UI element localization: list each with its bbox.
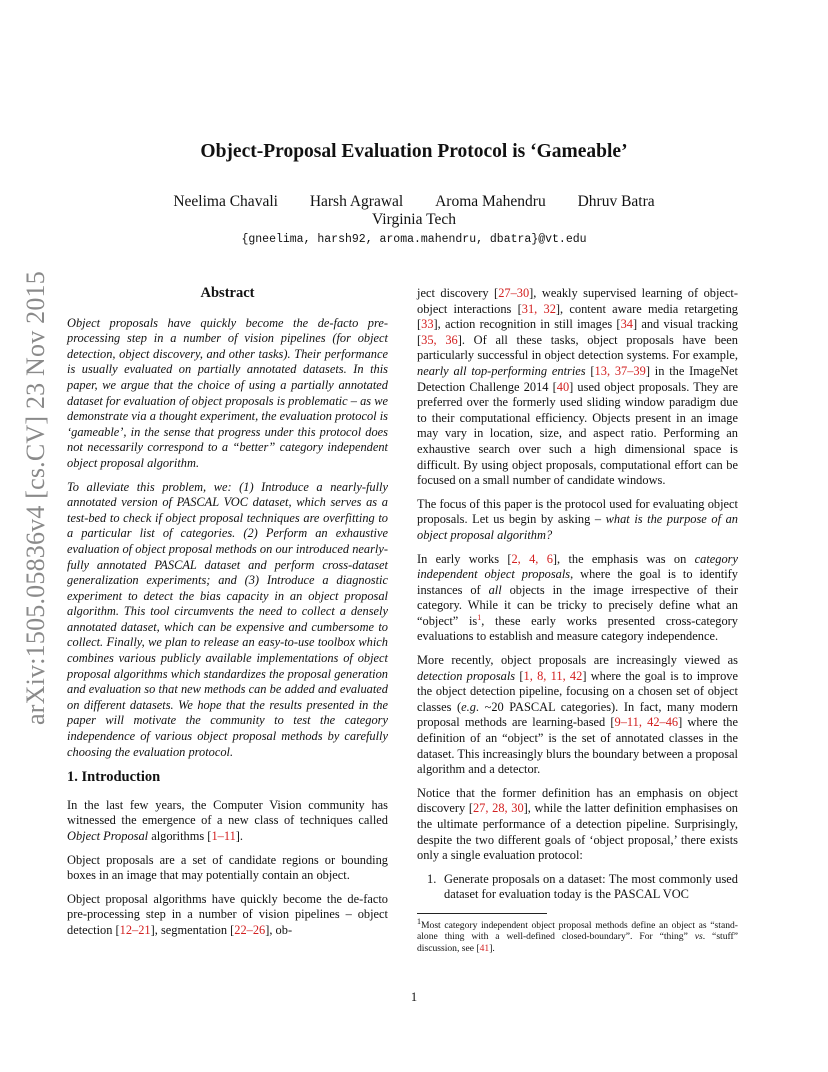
- citation-link[interactable]: 27, 28, 30: [472, 801, 524, 816]
- citation-link[interactable]: 9–11, 42–46: [614, 715, 679, 730]
- body-paragraph: Object proposals are a set of candidate regions or bounding boxes in an image that may potentially contain an object.: [67, 852, 388, 883]
- citation-link[interactable]: 1–11: [211, 829, 236, 843]
- abstract-heading: Abstract: [200, 285, 255, 301]
- body-paragraph: ject discovery [27–30], weakly supervised learning of object-object interactions [31, 32], content aware media retargeting [33], action recognition in still images [34] and visual tracking [35, 36]. Of all these tasks, object proposals have been particularly successful in object detection systems. For example, nearly all top-performing entries [13, 37–39] in the ImageNet Detection Challenge 2014 [40] used object proposals. They are preferred over the formerly used sliding window paradigm due to their computational efficiency. Objects present in an image may vary in location, size, and aspect ratio. Performing an exhaustive search over such a high dimensional space is difficult. By using object proposals, computational effort can be focused on a small number of candidate windows.: [417, 286, 739, 488]
- body-paragraph: The focus of this paper is the protocol used for evaluating object proposals. Let us begin by asking – what is the purpose of an object proposal algorithm?: [417, 496, 738, 542]
- right-column: [417, 286, 738, 954]
- page-number: 1: [410, 990, 418, 1004]
- citation-link[interactable]: 31, 32: [521, 301, 556, 316]
- section-heading-introduction: 1. Introduction: [67, 769, 161, 786]
- citation-link[interactable]: 12–21: [119, 922, 151, 937]
- citation-link[interactable]: 40: [556, 379, 570, 394]
- footnote: $^1$Most category independent object proposal methods define an object as “stand-alone thing with a well-defined closed-boundary”. For “thing” vs. “stuff” discussion, see [41].: [417, 916, 738, 954]
- body-paragraph: In early works [2, 4, 6], the emphasis was on category independent object proposals, where the goal is to identify instances of all objects in the image irrespective of their category. While it can be tricky to precisely define what an “object” is$^1$, these early works presented cross-category evaluations to establish and measure category independence.: [417, 551, 739, 644]
- abstract-paragraph: Object proposals have quickly become the de-facto pre-processing step in a number of vision pipelines (for object detection, object discovery, and other tasks). Their performance is usually evaluated on partially annotated datasets. In this paper, we argue that the choice of using a partially annotated dataset for evaluation of object proposals is problematic – as we demonstrate via a thought experiment, the evaluation protocol is ‘gameable’, in the sense that progress under this protocol does not necessarily correspond to a “better” category independent object proposal algorithm.: [67, 315, 388, 470]
- author: Neelima Chavali: [173, 193, 278, 210]
- affiliation: Virginia Tech: [372, 211, 456, 228]
- citation-link[interactable]: 35, 36: [421, 332, 458, 347]
- citation-link[interactable]: 13, 37–39: [594, 363, 646, 378]
- author: Aroma Mahendru: [435, 193, 546, 210]
- author-emails: {gneelima, harsh92, aroma.mahendru, dbatra}@vt.edu: [241, 233, 587, 246]
- footnote-marker[interactable]: 1: [477, 612, 482, 622]
- citation-link[interactable]: 27–30: [498, 286, 530, 300]
- arxiv-sidebar: [16, 268, 56, 728]
- body-paragraph: In the last few years, the Computer Vision community has witnessed the emergence of a new class of techniques called Object Proposal algorithms [1–11].: [67, 797, 388, 843]
- citation-link[interactable]: 1, 8, 11, 42: [523, 668, 583, 683]
- citation-link[interactable]: 2, 4, 6: [511, 551, 553, 566]
- citation-link[interactable]: 33: [421, 317, 434, 332]
- author-list: [0, 193, 828, 211]
- body-paragraph: Object proposal algorithms have quickly become the de-facto pre-processing step in a number of vision pipelines – object detection [12–21], segmentation [22–26], ob-: [67, 891, 388, 937]
- paper-title: Object-Proposal Evaluation Protocol is ‘Gameable’: [200, 141, 628, 162]
- body-paragraph: Notice that the former definition has an emphasis on object discovery [27, 28, 30], while the latter definition emphasises on the ultimate performance of a detection pipeline. Surprisingly, despite the two different goals of ‘object proposal,’ there exists only a single evaluation protocol:: [417, 785, 738, 863]
- citation-link[interactable]: 22–26: [234, 922, 266, 937]
- author: Dhruv Batra: [577, 193, 655, 210]
- left-column: [67, 286, 388, 947]
- footnote-number: 1: [417, 916, 421, 926]
- protocol-list: [417, 872, 738, 903]
- arxiv-identifier: arXiv:1505.05836v4 [cs.CV] 23 Nov 2015: [21, 271, 50, 725]
- list-item: 1. Generate proposals on a dataset: The most commonly used dataset for evaluation today is the PASCAL VOC: [427, 871, 738, 902]
- abstract-paragraph: To alleviate this problem, we: (1) Introduce a nearly-fully annotated version of PASCAL VOC dataset, which serves as a test-bed to check if object proposal techniques are overfitting to a particular list of categories. (2) Perform an exhaustive evaluation of object proposal methods on our introduced nearly-fully annotated PASCAL dataset and perform cross-dataset generalization experiments; and (3) Introduce a diagnostic experiment to detect the bias capacity in an object proposal algorithm. This tool circumvents the need to collect a densely annotated dataset, which can be expensive and cumbersome to collect. Finally, we plan to release an easy-to-use toolbox which combines various publicly available implementations of object proposal algorithms which standardizes the proposal generation and evaluation so that new methods can be added and evaluated on different datasets. We hope that the results presented in the paper will motivate the community to test the category independence of various object proposal methods by carefully choosing the evaluation protocol.: [67, 479, 388, 759]
- author: Harsh Agrawal: [309, 193, 404, 210]
- citation-link[interactable]: 41: [479, 942, 490, 954]
- body-paragraph: More recently, object proposals are increasingly viewed as detection proposals [1, 8, 11, 42] where the goal is to improve the object detection pipeline, focusing on a chosen set of object classes (e.g. ~20 PASCAL categories). In fact, many modern proposal methods are learning-based [9–11, 42–46] where the definition of an “object” is the set of annotated classes in the dataset. This increasingly blurs the boundary between a proposal algorithm and a detector.: [417, 653, 738, 777]
- citation-link[interactable]: 34: [620, 317, 633, 332]
- list-number: 1.: [427, 871, 437, 886]
- footnote-divider: [417, 913, 547, 914]
